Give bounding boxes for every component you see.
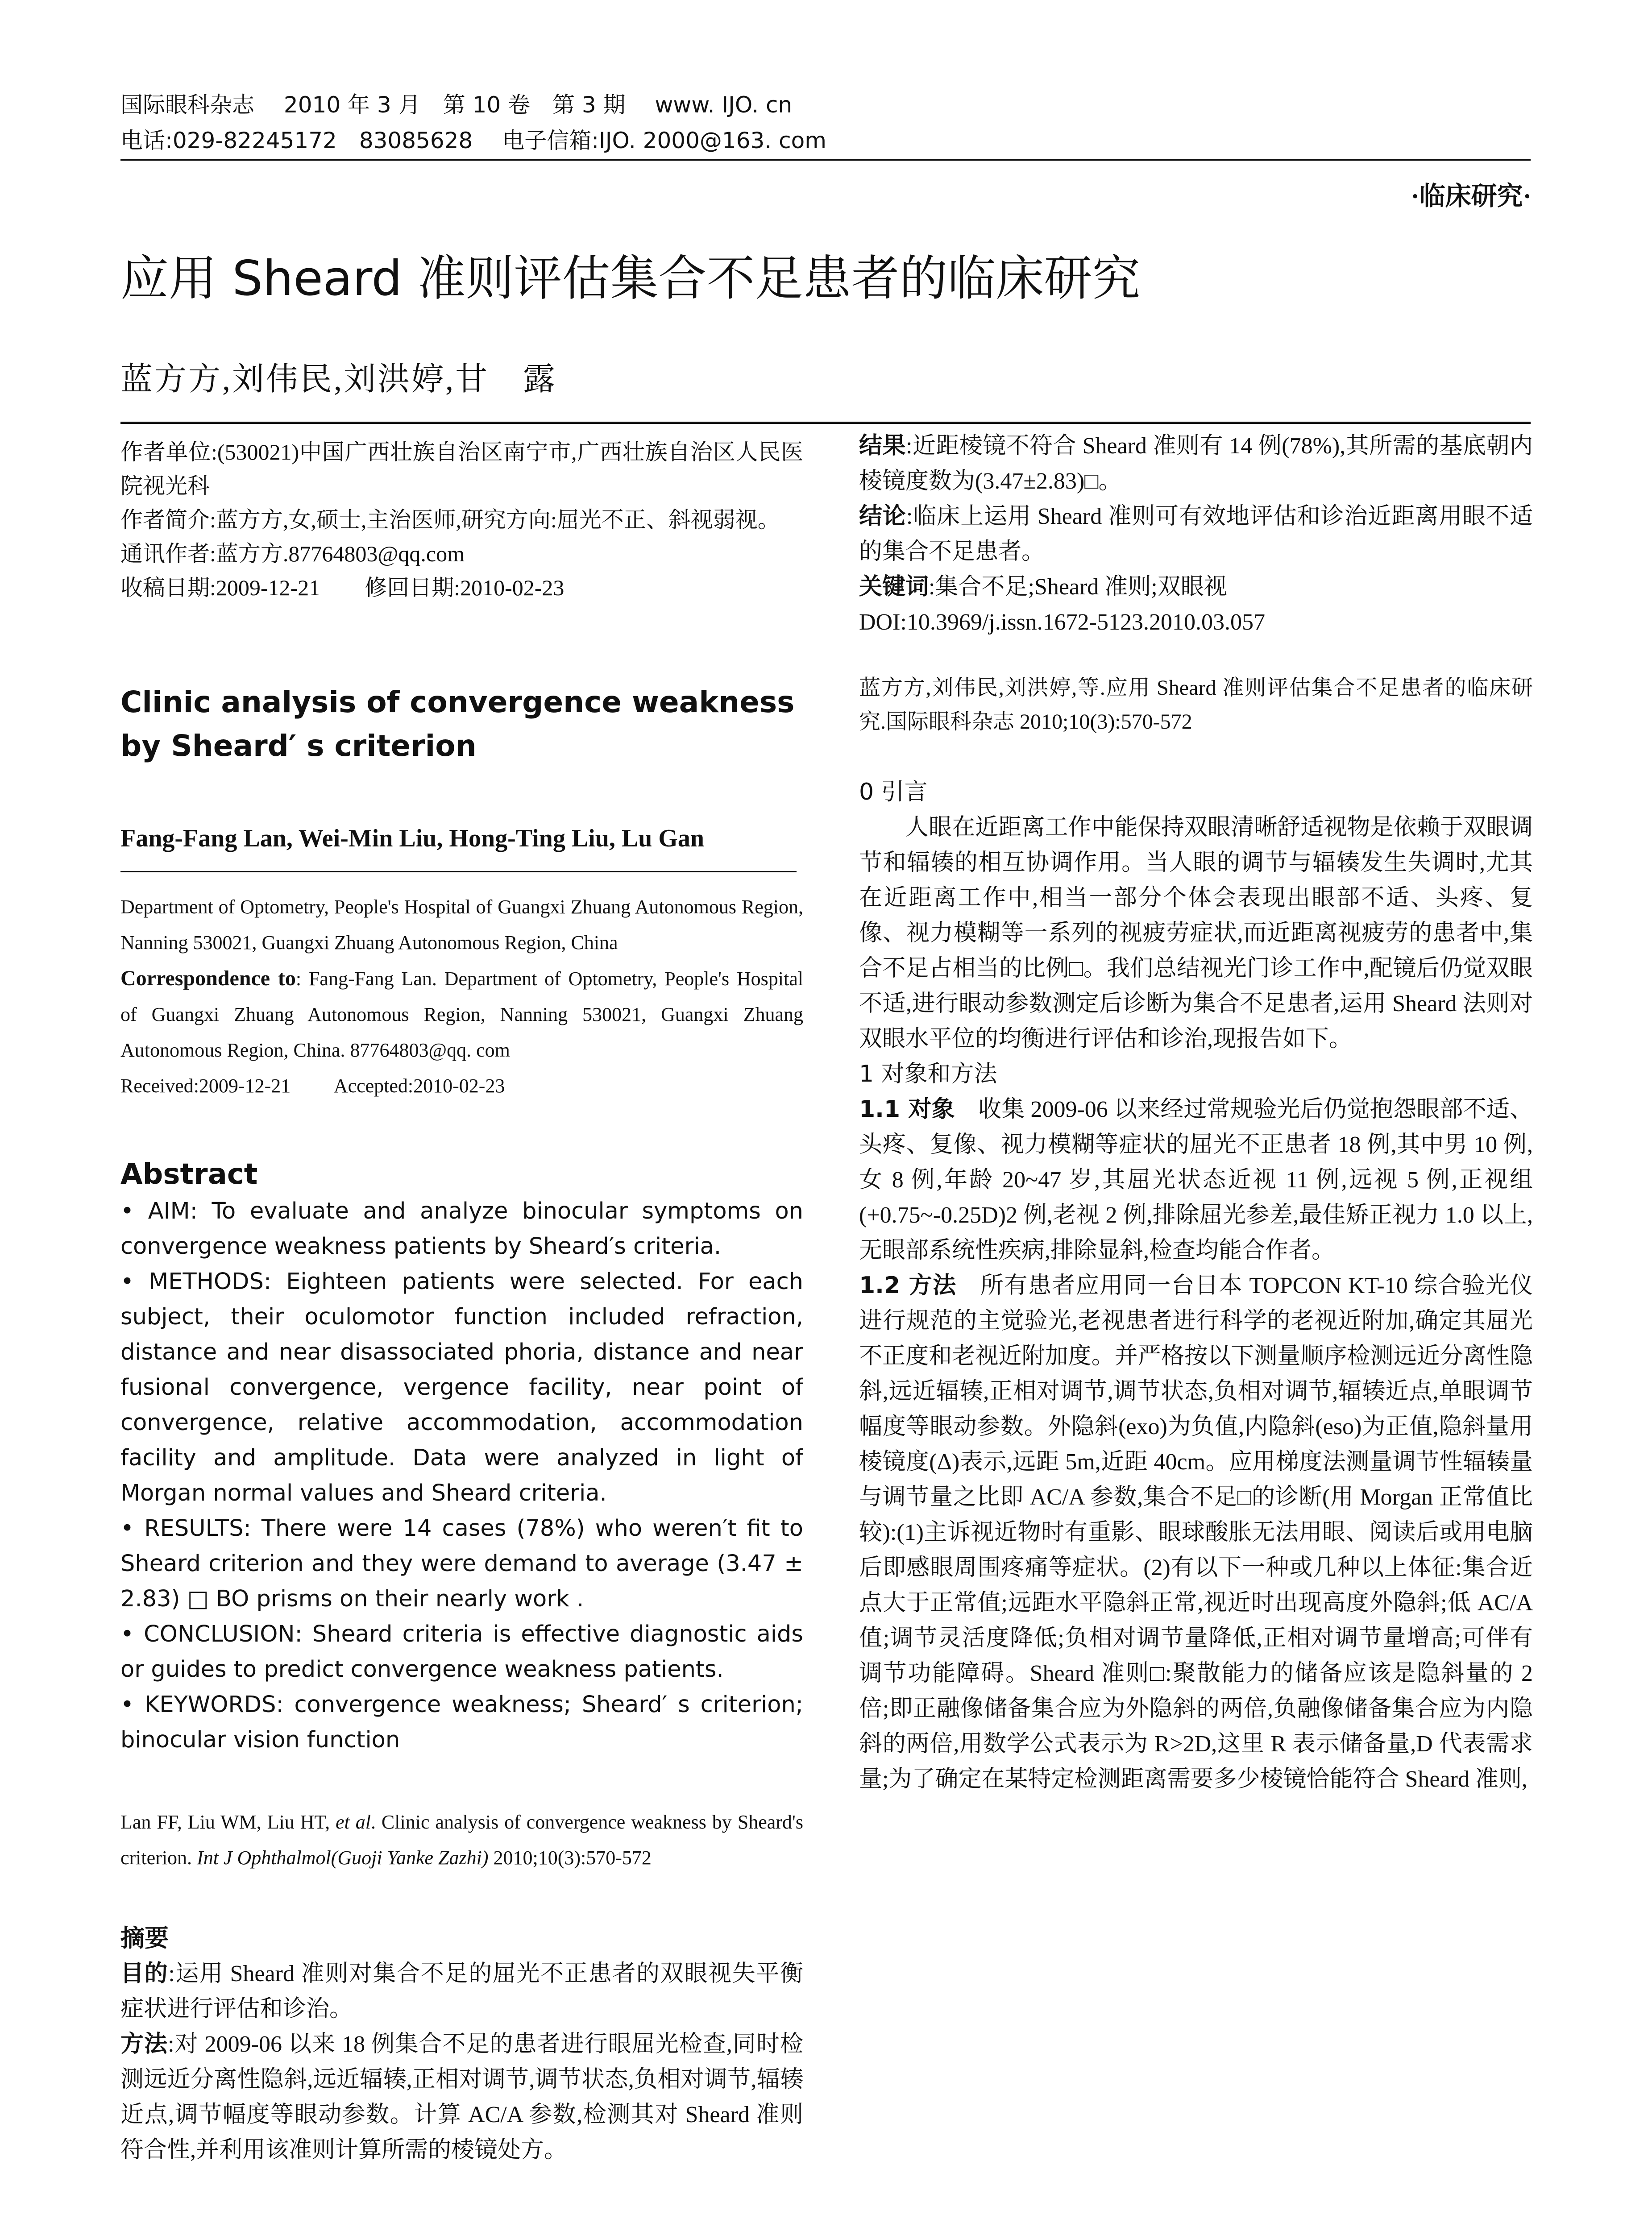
zh-abstract-methods <box>120 2027 803 2168</box>
abstract-aim: • AIM: To evaluate and analyze binocular symptoms on convergence weakness patients by Sheard′s criteria. <box>120 1198 803 1260</box>
header-rule <box>120 159 1531 161</box>
citation-journal: Int J Ophthalmol(Guoji Yanke Zazhi) <box>197 1847 489 1869</box>
citation-authors: Lan FF, Liu WM, Liu HT, <box>120 1811 336 1833</box>
methods-label: 方法 <box>120 2031 168 2057</box>
english-abstract <box>120 1194 803 1758</box>
conclusion-label: 结论 <box>859 503 906 530</box>
citation-etal: et al <box>336 1811 371 1833</box>
abstract-methods: • METHODS: Eighteen patients were selected. For each subject, their oculomotor function included refraction, distance and near disassociated phoria, distance and near fusional convergence, vergence facility, near point of convergence, relative accommodation, accommodation facility and amplitude. Data were analyzed in light of Morgan normal values and Sheard criteria. <box>120 1269 803 1506</box>
section-1-2-text: 所有患者应用同一台日本 TOPCON KT-10 综合验光仪进行规范的主觉验光,老视患者进行科学的老视近附加,确定其屈光不正度和老视近附加度。并严格按以下测量顺序检测远近分离性隐斜,远近辐辏,正相对调节,调节状态,负相对调节,辐辏近点,单眼调节幅度等眼动参数。外隐斜(exo)为负值,内隐斜(eso)为正值,隐斜量用棱镜度(Δ)表示,远距 5m,近距 40cm。应用梯度法测量调节性辐辏量与调节量之比即 AC/A 参数,集合不足□的诊断(用 Morgan 正常值比较):(1)主诉视近物时有重影、眼球酸胀无法用眼、阅读后或用电脑后即感眼周围疼痛等症状。(2)有以下一种或几种以上体征:集合近点大于正常值;远距水平隐斜正常,视近时出现高度外隐斜;低 AC/A 值;调节灵活度降低;负相对调节量降低,正相对调节量增高;可伴有调节功能障碍。Sheard 准则□:聚散能力的储备应该是隐斜量的 2 倍;即正融像储备集合应为外隐斜的两倍,负融像储备集合应为内隐斜的两倍,用数学公式表示为 R>2D,这里 R 表示储备量,D 代表需求量;为了确定在某特定检测距离需要多少棱镜恰能符合 Sheard 准则, <box>859 1273 1533 1792</box>
citation-volume: 2010;10(3):570-572 <box>488 1847 652 1869</box>
article-title: 应用 Sheard 准则评估集合不足患者的临床研究 <box>120 251 1141 307</box>
correspondence-label: Correspondence to <box>120 966 296 990</box>
keywords-text: :集合不足;Sheard 准则;双眼视 <box>929 574 1227 600</box>
column-label: ·临床研究· <box>1411 182 1532 211</box>
english-authors: Fang-Fang Lan, Wei-Min Liu, Hong-Ting Liu, Lu Gan <box>120 825 705 852</box>
section-1-1-label: 1.1 对象 <box>859 1096 955 1123</box>
left-column <box>120 435 803 2231</box>
english-title: Clinic analysis of convergence weakness by Sheard′ s criterion <box>120 685 795 763</box>
zh-abstract-conclusion <box>859 499 1533 569</box>
section-1-1 <box>859 1092 1533 1268</box>
affiliation-rule <box>120 871 797 872</box>
running-header-journal: 国际眼科杂志 2010 年 3 月 第 10 卷 第 3 期 www. IJO. cn <box>120 92 793 118</box>
section-1-2 <box>859 1268 1533 1797</box>
abstract-keywords: • KEYWORDS: convergence weakness; Sheard′ s criterion; binocular vision function <box>120 1692 803 1753</box>
received-dates: 收稿日期:2009-12-21 修回日期:2010-02-23 <box>120 575 565 600</box>
correspondence-text: : Fang-Fang Lan. Department of Optometry, People's Hospital of Guangxi Zhuang Autonomous Region, Nanning 530021, Guangxi Zhuang Autonomous Region, China. 87764803@qq. com <box>120 968 803 1061</box>
article-authors: 蓝方方,刘伟民,刘洪婷,甘 露 <box>120 361 557 397</box>
english-affiliation: Department of Optometry, People's Hospital of Guangxi Zhuang Autonomous Region, Nanning 530021, Guangxi Zhuang Autonomous Region, China <box>120 896 803 954</box>
objective-text: :运用 Sheard 准则对集合不足的屈光不正患者的双眼视失平衡症状进行评估和诊治。 <box>120 1961 803 2022</box>
correspondence <box>120 961 803 1068</box>
objective-label: 目的 <box>120 1960 169 1987</box>
abstract-heading: Abstract <box>120 1158 258 1191</box>
intro-text: 人眼在近距离工作中能保持双眼清晰舒适视物是依赖于双眼调节和辐辏的相互协调作用。当人眼的调节与辐辏发生失调时,尤其在近距离工作中,相当一部分个体会表现出眼部不适、头疼、复像、视力模糊等一系列的视疲劳症状,而近距离视疲劳的患者中,集合不足占相当的比例□。我们总结视光门诊工作中,配镜后仍觉双眼不适,进行眼动参数测定后诊断为集合不足患者,运用 Sheard 法则对双眼水平位的均衡进行评估和诊治,现报告如下。 <box>859 815 1533 1052</box>
abstract-conclusion: • CONCLUSION: Sheard criteria is effective diagnostic aids or guides to predict convergence weakness patients. <box>120 1621 803 1683</box>
author-bio: 作者简介:蓝方方,女,硕士,主治医师,研究方向:屈光不正、斜视弱视。 <box>120 507 780 532</box>
zh-abstract-objective <box>120 1956 803 2027</box>
author-unit: 作者单位:(530021)中国广西壮族自治区南宁市,广西壮族自治区人民医院视光科 <box>120 440 803 498</box>
chinese-abstract-heading: 摘要 <box>120 1924 169 1952</box>
title-rule <box>120 422 1531 424</box>
zh-abstract-results <box>859 428 1533 499</box>
abstract-results: • RESULTS: There were 14 cases (78%) who weren′t fit to Sheard criterion and they were demand to average (3.47 ± 2.83) □ BO prisms on their nearly work . <box>120 1515 803 1612</box>
corresponding-author: 通讯作者:蓝方方.87764803@qq.com <box>120 541 465 566</box>
right-column <box>859 428 1533 2231</box>
results-label: 结果 <box>859 432 906 459</box>
zh-abstract-keywords <box>859 569 1533 605</box>
results-text: :近距棱镜不符合 Sheard 准则有 14 例(78%),其所需的基底朝内棱镜度数为(3.47±2.83)□。 <box>859 433 1533 494</box>
methods-heading: 1 对象和方法 <box>859 1061 997 1087</box>
citation-title: . Clinic analysis of convergence weakness by Sheard's criterion. <box>120 1811 803 1869</box>
running-header-contact: 电话:029-82245172 83085628 电子信箱:IJO. 2000@163. com <box>120 128 826 153</box>
section-1-2-label: 1.2 方法 <box>859 1272 957 1299</box>
section-1-1-text: 收集 2009-06 以来经过常规验光后仍觉抱怨眼部不适、头疼、复像、视力模糊等症状的屈光不正患者 18 例,其中男 10 例,女 8 例,年龄 20~47 岁,其屈光状态近视 11 例,远视 5 例,正视组(+0.75~-0.25D)2 例,老视 2 例,排除屈光参差,最佳矫正视力 1.0 以上,无眼部系统性疾病,排除显斜,检查均能合作者。 <box>859 1097 1533 1263</box>
doi: DOI:10.3969/j.issn.1672-5123.2010.03.057 <box>859 610 1265 635</box>
english-citation <box>120 1804 803 1876</box>
conclusion-text: :临床上运用 Sheard 准则可有效地评估和诊治近距离用眼不适的集合不足患者。 <box>859 504 1533 564</box>
intro-heading: 0 引言 <box>859 779 928 805</box>
methods-text: :对 2009-06 以来 18 例集合不足的患者进行眼屈光检查,同时检测远近分离性隐斜,远近辐辏,正相对调节,调节状态,负相对调节,辐辏近点,调节幅度等眼动参数。计算 AC/A 参数,检测其对 Sheard 准则符合性,并利用该准则计算所需的棱镜处方。 <box>120 2032 803 2163</box>
keywords-label: 关键词 <box>859 573 929 600</box>
received-accepted: Received:2009-12-21 Accepted:2010-02-23 <box>120 1075 505 1097</box>
chinese-citation: 蓝方方,刘伟民,刘洪婷,等.应用 Sheard 准则评估集合不足患者的临床研究.国际眼科杂志 2010;10(3):570-572 <box>859 676 1533 734</box>
